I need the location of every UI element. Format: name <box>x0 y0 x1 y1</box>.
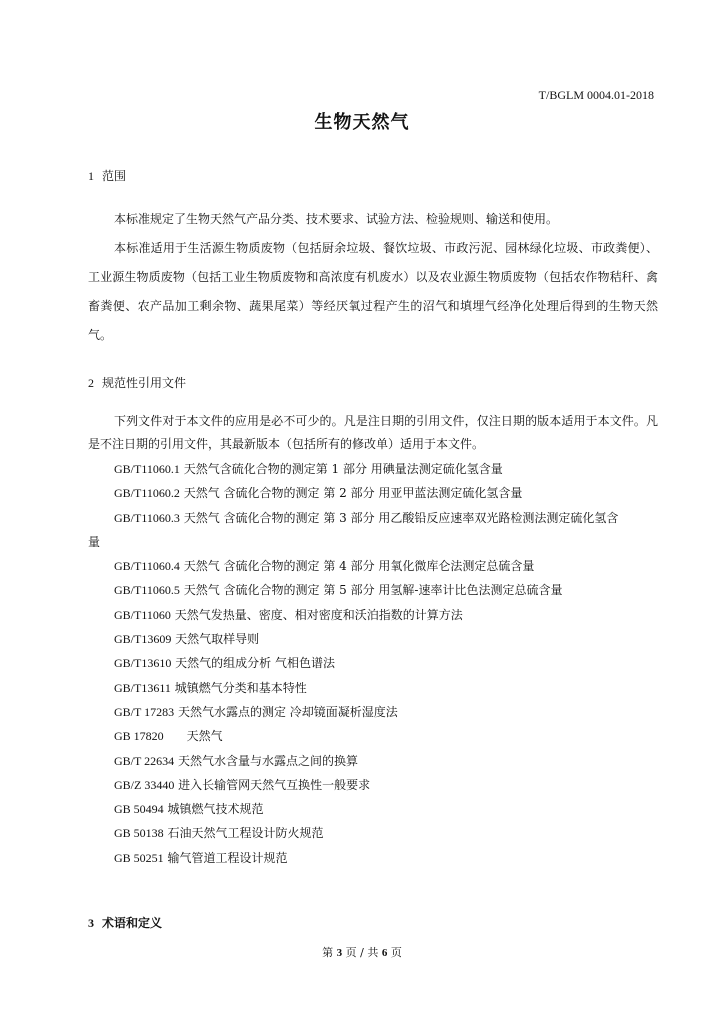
reference-title: 天然气取样导则 <box>175 632 260 647</box>
reference-code: GB/T11060.2 <box>114 486 180 501</box>
reference-title: 天然气 含硫化合物的测定 第 5 部分 用氢解-速率计比色法测定总硫含量 <box>183 583 563 598</box>
footer-prefix: 第 <box>322 946 334 959</box>
reference-title: 输气管道工程设计规范 <box>167 850 288 865</box>
reference-item <box>114 749 618 773</box>
reference-title: 天然气 含硫化合物的测定 第 4 部分 用氧化微库仑法测定总硫含量 <box>183 559 535 574</box>
section-2-intro: 下列文件对于本文件的应用是必不可少的。凡是注日期的引用文件，仅注日期的版本适用于本文件。凡是不注日期的引用文件，其最新版本（包括所有的修改单）适用于本文件。 <box>88 414 658 451</box>
section-title: 规范性引用文件 <box>102 376 187 390</box>
reference-code: GB 50251 <box>114 850 164 865</box>
reference-item <box>114 846 618 870</box>
reference-item <box>114 554 618 578</box>
reference-code: GB/T11060.5 <box>114 583 180 598</box>
page-title: 生物天然气 <box>314 112 410 133</box>
reference-code: GB/T11060.1 <box>114 462 180 476</box>
reference-code: GB 50138 <box>114 826 164 841</box>
footer-mid: 页 / 共 <box>345 946 379 959</box>
reference-item <box>114 578 618 602</box>
reference-item <box>114 724 618 748</box>
reference-title-continuation: 量 <box>88 534 101 549</box>
current-page-number: 3 <box>336 947 343 959</box>
section-3-heading <box>88 914 162 931</box>
reference-title: 天然气水露点的测定 冷却镜面凝析湿度法 <box>177 704 398 719</box>
reference-item <box>114 651 618 675</box>
reference-code: GB/T13610 <box>114 656 172 671</box>
reference-code: GB 50494 <box>114 802 164 817</box>
reference-item <box>114 676 618 700</box>
reference-code: GB/T11060 <box>114 607 171 622</box>
reference-title: 天然气发热量、密度、相对密度和沃泊指数的计算方法 <box>174 607 463 622</box>
section-title: 术语和定义 <box>102 916 163 930</box>
section-1-paragraph-2: 本标准适用于生活源生物质废物（包括厨余垃圾、餐饮垃圾、市政污泥、园林绿化垃圾、市政粪便）、工业源生物质废物（包括工业生物质废物和高浓度有机废水）以及农业源生物质废物（包括农作物秸秆、禽畜粪便、农产品加工剩余物、蔬果尾菜）等经厌氧过程产生的沼气和填埋气经净化处理后得到的生物天然气。 <box>88 241 658 342</box>
reference-code: GB/T 17283 <box>114 704 175 719</box>
footer-suffix: 页 <box>390 946 402 959</box>
section-title: 范围 <box>102 169 127 183</box>
reference-code: GB/T11060.3 <box>114 510 180 525</box>
reference-title: 石油天然气工程设计防火规范 <box>167 826 324 841</box>
document-id: T/BGLM 0004.01-2018 <box>538 88 654 102</box>
section-1-heading <box>88 167 126 184</box>
reference-title: 城镇燃气分类和基本特性 <box>174 680 307 695</box>
section-number: 2 <box>88 376 94 390</box>
reference-title: 城镇燃气技术规范 <box>167 802 264 817</box>
reference-title: 天然气含硫化合物的测定第 1 部分 用碘量法测定硫化氢含量 <box>183 462 503 476</box>
total-pages: 6 <box>381 947 388 959</box>
reference-item <box>114 481 618 505</box>
reference-title: 天然气的组成分析 气相色谱法 <box>175 656 335 671</box>
reference-code: GB 17820 <box>114 729 164 744</box>
reference-code: GB/Z 33440 <box>114 777 175 792</box>
reference-code: GB/T 22634 <box>114 753 175 768</box>
reference-title: 天然气 含硫化合物的测定 第 2 部分 用亚甲蓝法测定硫化氢含量 <box>183 486 523 501</box>
reference-title: 进入长输管网天然气互换性一般要求 <box>178 777 371 792</box>
section-number: 1 <box>88 169 94 183</box>
reference-item <box>114 773 618 797</box>
reference-item <box>114 603 618 627</box>
reference-title: 天然气水含量与水露点之间的换算 <box>177 753 358 768</box>
reference-item <box>114 821 618 845</box>
reference-code: GB/T13609 <box>114 632 172 647</box>
section-1-paragraph-1: 本标准规定了生物天然气产品分类、技术要求、试验方法、检验规则、输送和使用。 <box>114 212 559 226</box>
section-2-heading <box>88 374 186 391</box>
normative-references-list <box>88 457 619 870</box>
reference-title: 天然气 <box>167 729 223 744</box>
reference-title: 天然气 含硫化合物的测定 第 3 部分 用乙酸铅反应速率双光路检测法测定硫化氢含 <box>183 510 619 525</box>
reference-code: GB/T13611 <box>114 680 171 695</box>
reference-item <box>114 457 618 481</box>
reference-code: GB/T11060.4 <box>114 559 180 574</box>
section-number: 3 <box>88 916 94 930</box>
reference-item <box>114 797 618 821</box>
reference-item <box>114 627 618 651</box>
reference-item <box>114 700 618 724</box>
reference-item <box>88 506 619 555</box>
page-footer <box>0 944 724 960</box>
